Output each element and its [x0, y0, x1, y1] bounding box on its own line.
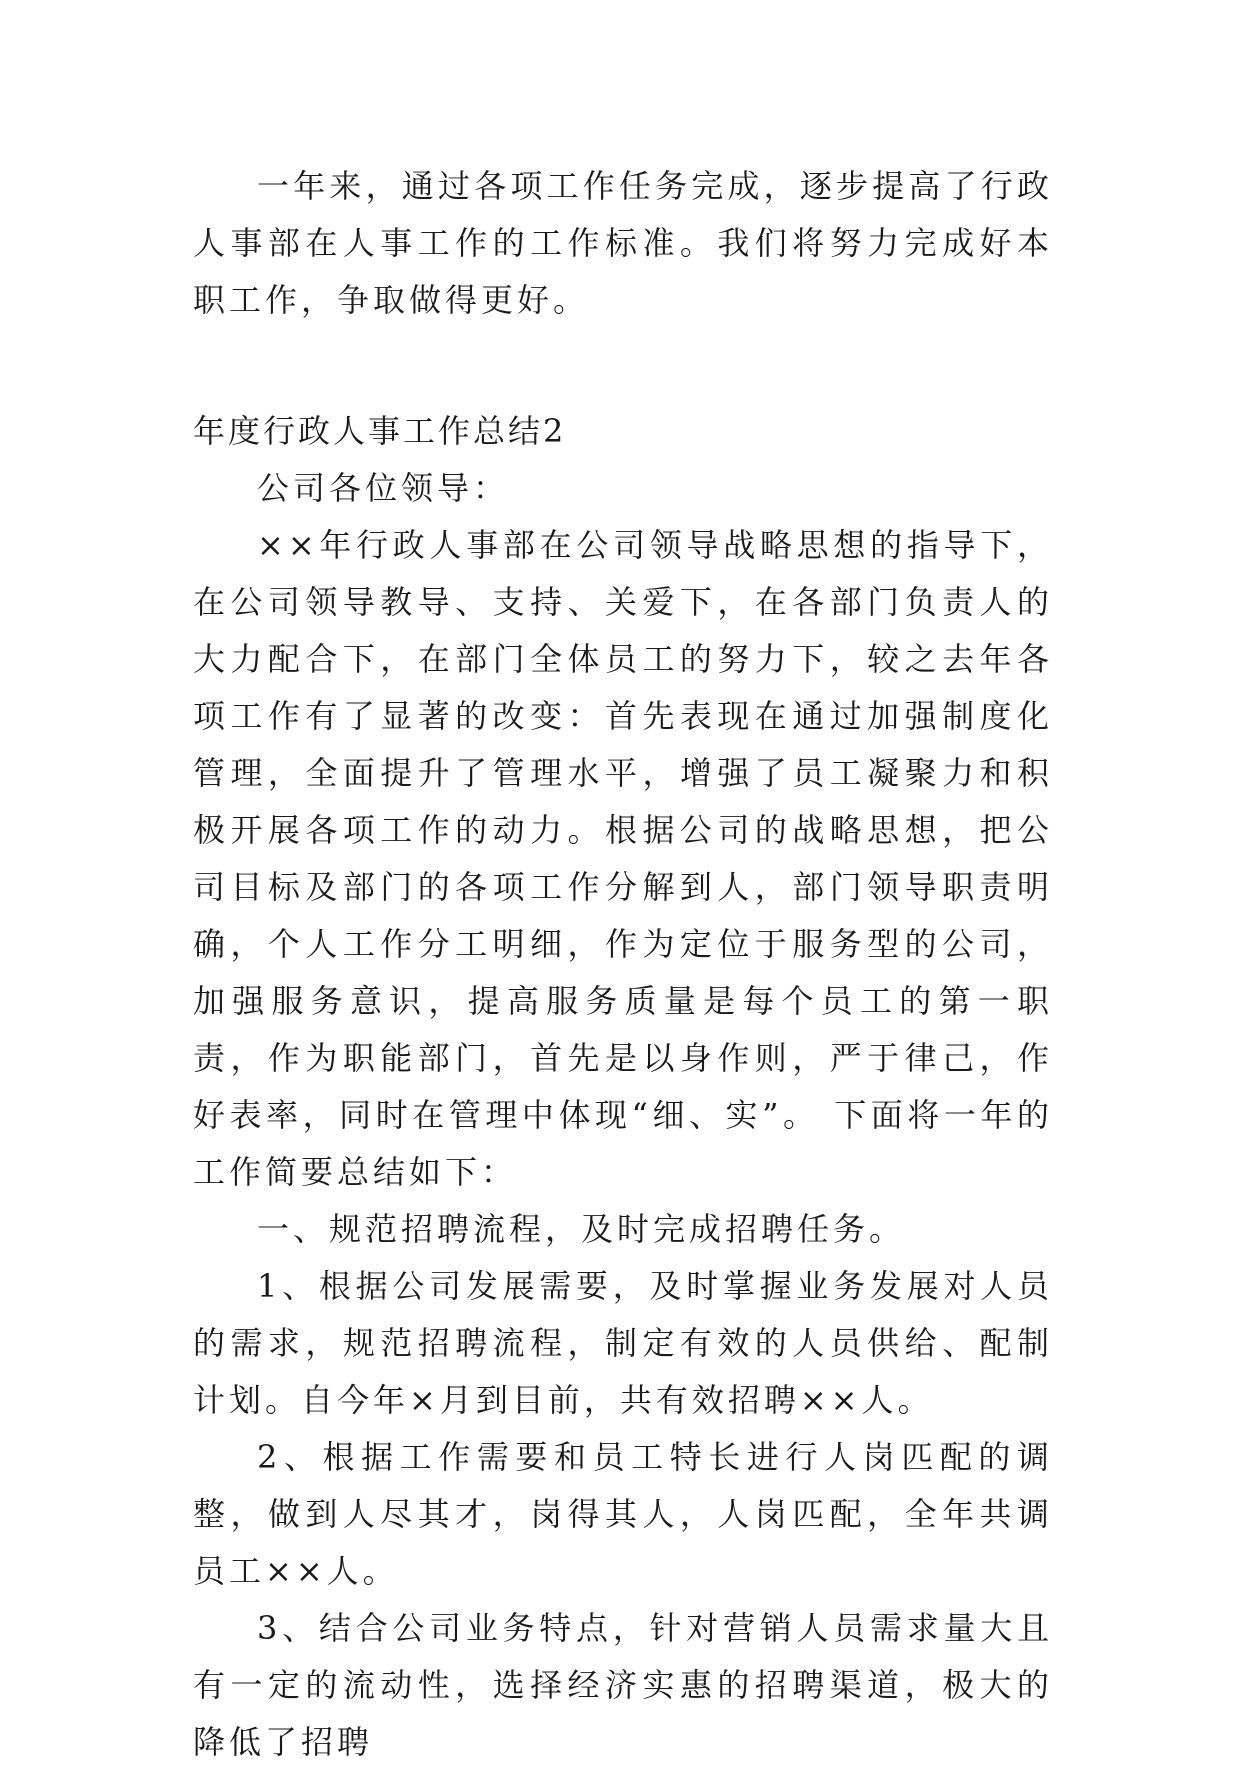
- closing-paragraph: 一年来，通过各项工作任务完成，逐步提高了行政人事部在人事工作的工作标准。我们将努力完成好本职工作，争取做得更好。: [193, 167, 1053, 319]
- list-item-1: 1、根据公司发展需要，及时掌握业务发展对人员的需求，规范招聘流程，制定有效的人员供给、配制计划。自今年×月到目前，共有效招聘××人。: [193, 1267, 1053, 1419]
- salutation: 公司各位领导：: [257, 469, 510, 507]
- section-title: 年度行政人事工作总结2: [193, 412, 567, 450]
- intro-paragraph: ××年行政人事部在公司领导战略思想的指导下，在公司领导教导、支持、关爱下，在各部门负责人的大力配合下，在部门全体员工的努力下，较之去年各项工作有了显著的改变：首先表现在通过加强制度化管理，全面提升了管理水平，增强了员工凝聚力和积极开展各项工作的动力。根据公司的战略思想，把公司目标及部门的各项工作分解到人，部门领导职责明确，个人工作分工明细，作为定位于服务型的公司，加强服务意识，提高服务质量是每个员工的第一职责，作为职能部门，首先是以身作则，严于律己，作好表率，同时在管理中体现“细、实”。 下面将一年的工作简要总结如下：: [193, 526, 1053, 1191]
- document-body: [193, 158, 1053, 1771]
- list-item-2: 2、根据工作需要和员工特长进行人岗匹配的调整，做到人尽其才，岗得其人，人岗匹配，全年共调员工××人。: [193, 1438, 1053, 1590]
- list-item-3: 3、结合公司业务特点，针对营销人员需求量大且有一定的流动性，选择经济实惠的招聘渠道，极大的降低了招聘: [193, 1609, 1053, 1761]
- section-heading-recruitment: 一、规范招聘流程，及时完成招聘任务。: [257, 1210, 906, 1248]
